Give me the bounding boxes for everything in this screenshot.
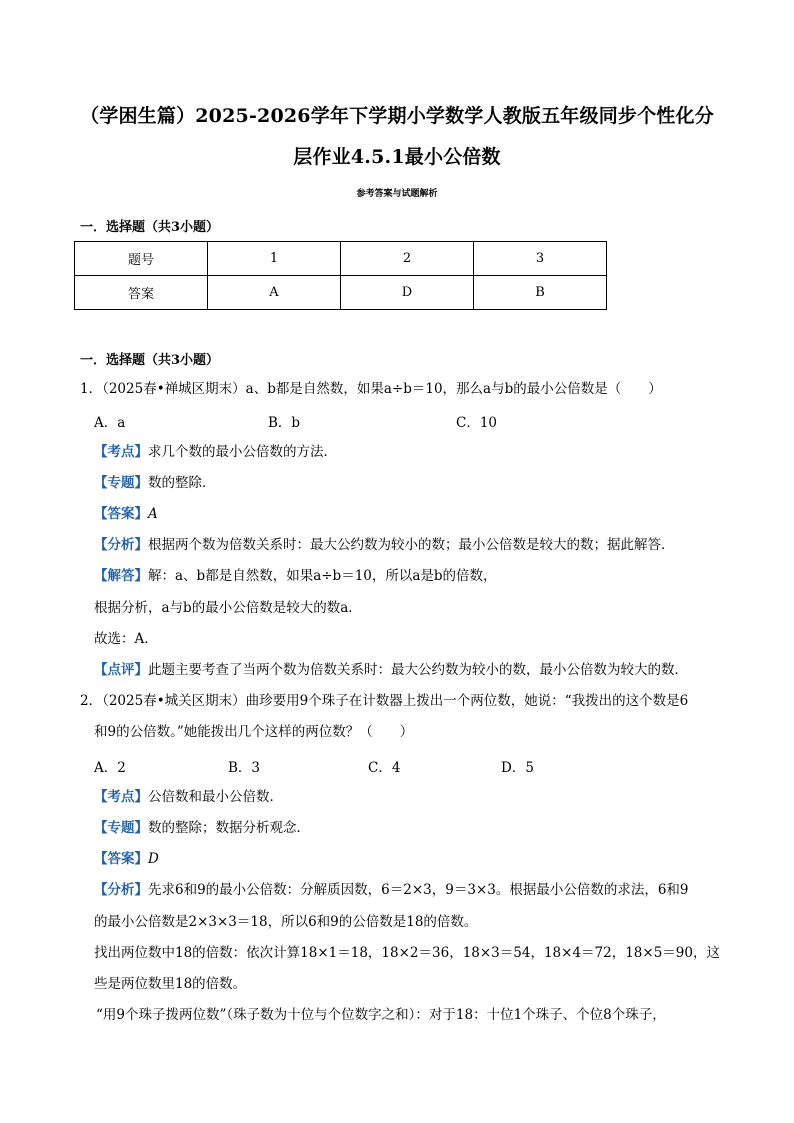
question-2-kaodian <box>94 787 283 807</box>
question-2-zhuanti <box>94 818 310 838</box>
answer-table-row-numbers <box>75 242 607 276</box>
question-1-option-a: A．a <box>94 415 126 431</box>
daan-text: A <box>148 506 158 522</box>
answer-table <box>74 241 607 310</box>
answer-table-number: 3 <box>474 242 607 276</box>
question-2-fenxi <box>94 880 689 900</box>
answer-table-answer: D <box>341 276 474 310</box>
question-1-option-b: B．b <box>268 415 301 431</box>
answer-table-answer-label: 答案 <box>75 276 208 310</box>
zhuanti-text: 数的整除；数据分析观念． <box>148 820 310 836</box>
question-2-option-c: C．4 <box>368 760 401 776</box>
dianping-tag: 【点评】 <box>94 662 148 678</box>
question-1-zhuanti <box>94 473 216 493</box>
question-1-jieda <box>94 566 497 586</box>
kaodian-tag: 【考点】 <box>94 444 148 460</box>
fenxi-tag: 【分析】 <box>94 882 148 898</box>
question-2-option-a: A．2 <box>94 760 126 776</box>
document-title-line-1: （学困生篇）2025-2026学年下学期小学数学人教版五年级同步个性化分 <box>80 105 714 127</box>
section-heading-questions: 一．选择题（共3小题） <box>80 353 220 368</box>
document-title-line-2: 层作业4.5.1最小公倍数 <box>293 146 501 168</box>
daan-tag: 【答案】 <box>94 851 148 867</box>
question-1-stem: 1．（2025春•禅城区期末）a、b都是自然数，如果a÷b＝10，那么a与b的最小公倍数是（ ） <box>80 381 662 397</box>
daan-text: D <box>148 851 159 867</box>
question-2-option-d: D．5 <box>501 760 534 776</box>
question-2-fenxi-line-4: 些是两位数里18的倍数。 <box>94 976 247 992</box>
question-2-fenxi-line-3: 找出两位数中18的倍数：依次计算18×1＝18，18×2＝36，18×3＝54，18×4＝72，18×5＝90，这 <box>94 945 720 961</box>
kaodian-text: 公倍数和最小公倍数． <box>148 789 283 805</box>
question-1-conclusion: 故选：A． <box>94 631 158 647</box>
kaodian-tag: 【考点】 <box>94 789 148 805</box>
question-1-daan <box>94 504 158 524</box>
zhuanti-text: 数的整除． <box>148 475 216 491</box>
question-2-stem-line-1: 2．（2025春•城关区期末）曲珍要用9个珠子在计数器上拨出一个两位数，她说：“我拨出的这个数是6 <box>80 693 689 709</box>
section-heading-answers: 一．选择题（共3小题） <box>80 220 220 235</box>
question-2-option-b: B．3 <box>228 760 261 776</box>
fenxi-text: 先求6和9的最小公倍数：分解质因数，6＝2×3，9＝3×3。根据最小公倍数的求法，6和9 <box>148 882 689 898</box>
jieda-tag: 【解答】 <box>94 568 148 584</box>
answer-table-number: 1 <box>208 242 341 276</box>
answer-table-row-answers <box>75 276 607 310</box>
daan-tag: 【答案】 <box>94 506 148 522</box>
question-1-dianping <box>94 660 688 680</box>
answer-table-answer: A <box>208 276 341 310</box>
answer-table-number: 2 <box>341 242 474 276</box>
question-2-fenxi-line-2: 的最小公倍数是2×3×3＝18，所以6和9的公倍数是18的倍数。 <box>94 914 478 930</box>
fenxi-text: 根据两个数为倍数关系时：最大公约数为较小的数；最小公倍数是较大的数；据此解答． <box>148 537 675 553</box>
document-subtitle: 参考答案与试题解析 <box>356 189 438 199</box>
answer-table-answer: B <box>474 276 607 310</box>
question-1-fenxi <box>94 535 675 555</box>
kaodian-text: 求几个数的最小公倍数的方法． <box>148 444 337 460</box>
jieda-text: 解：a、b都是自然数，如果a÷b＝10，所以a是b的倍数， <box>148 568 497 584</box>
question-1-jieda-line-2: 根据分析，a与b的最小公倍数是较大的数a． <box>94 600 362 616</box>
fenxi-tag: 【分析】 <box>94 537 148 553</box>
question-1-option-c: C．10 <box>456 415 498 431</box>
zhuanti-tag: 【专题】 <box>94 475 148 491</box>
question-2-stem-line-2: 和9的公倍数。”她能拨出几个这样的两位数？（ ） <box>94 724 414 740</box>
dianping-text: 此题主要考查了当两个数为倍数关系时：最大公约数为较小的数，最小公倍数为较大的数． <box>148 662 688 678</box>
question-2-daan <box>94 849 159 869</box>
question-1-kaodian <box>94 442 337 462</box>
answer-table-header-label: 题号 <box>75 242 208 276</box>
zhuanti-tag: 【专题】 <box>94 820 148 836</box>
question-2-fenxi-line-5: “用9个珠子拨两位数”（珠子数为十位与个位数字之和）：对于18：十位1个珠子、个位8个珠子， <box>96 1007 666 1023</box>
